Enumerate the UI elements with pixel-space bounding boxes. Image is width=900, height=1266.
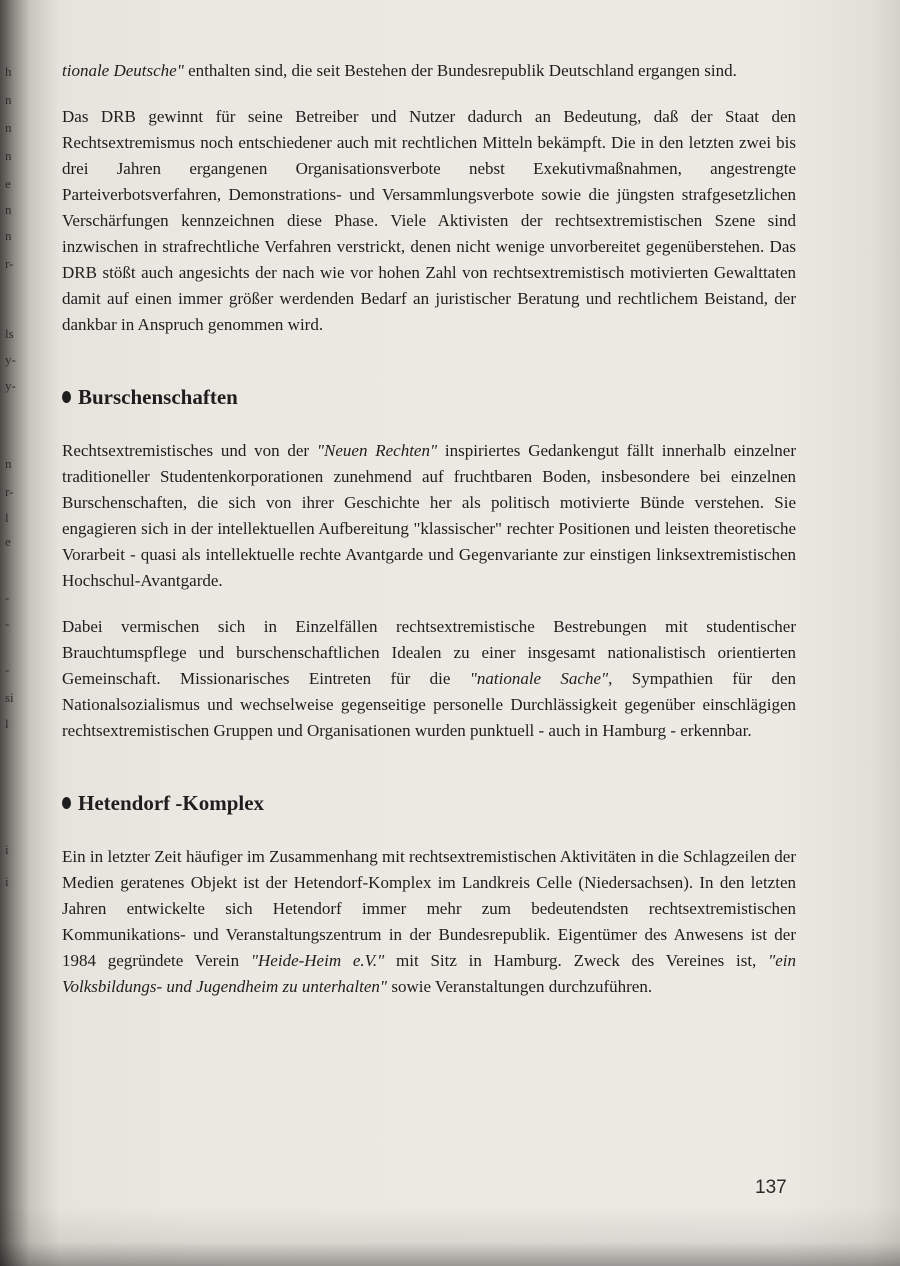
italic-phrase: tionale Deutsche" (62, 61, 184, 80)
paragraph-text: inspiriertes Gedankengut fällt innerhalb einzelner traditioneller Studentenkorporationen zunehmend auf fruchtbaren Boden, insbesondere bei einzelnen Burschenschaften, die sich von ihrer Geschichte her als politisch motivierte Bünde verstehen. Sie engagieren sich in der intellektuellen Aufbereitung "klassischer" rechter Positionen und leisten theoretische Vorarbeit - quasi als intellektuelle rechte Avantgarde und Gegenvariante zur einstigen linksextremistischen Hochschul-Avantgarde. (62, 441, 797, 590)
paragraph-text: enthalten sind, die seit Bestehen der Bundesrepublik Deutschland ergangen sind. (183, 61, 737, 80)
paragraph-hetendorf-1 (62, 844, 796, 1000)
paragraph-text: Dabei vermischen sich in Einzelfällen rechtsextremistische Bestrebungen mit studentischer Brauchtumspflege und burschenschaftlichen Idealen zu einer insgesamt nationalistisch orientierten Gemeinschaft. Missionarisches Eintreten für die (62, 617, 796, 688)
page-bottom-shadow (0, 1206, 900, 1266)
paragraph-text: Rechtsextremistisches und von der (62, 441, 317, 460)
heading-text: Burschenschaften (78, 385, 238, 409)
italic-phrase: "Heide-Heim e.V." (250, 951, 385, 970)
bullet-icon (62, 797, 71, 809)
italic-phrase: "Neuen Rechten" (316, 441, 438, 460)
paragraph-drb: Das DRB gewinnt für seine Betreiber und Nutzer dadurch an Bedeutung, daß der Staat den Rechtsextremismus noch entschiedener auch mit rechtlichen Mitteln bekämpft. Die in den letzten zwei bis drei Jahren ergangenen Organisationsverbote nebst Exekutivmaßnahmen, angestrengte Parteiverbotsverfahren, Demonstrations- und Versammlungsverbote sowie die jüngsten strafgesetzlichen Verschärfungen kennzeichnen diese Phase. Viele Aktivisten der rechtsextremistischen Szene sind inzwischen in strafrechtliche Verfahren verstrickt, denen nicht wenige unvorbereitet gegenüberstehen. Das DRB stößt auch angesichts der nach wie vor hohen Zahl von rechtsextremistisch motivierten Gewalttaten damit auf einen immer größer werdenden Bedarf an juristischer Beratung und rechtlichem Beistand, der dankbar in Anspruch genommen wird. (62, 107, 796, 334)
heading-text: Hetendorf -Komplex (78, 791, 265, 815)
bullet-icon (62, 391, 71, 403)
italic-phrase: "ein Volksbildungs- und Jugendheim zu unterhalten" (62, 951, 796, 996)
section-heading-hetendorf (62, 790, 796, 816)
paragraph-burschenschaften-1 (62, 438, 796, 594)
paragraph-text: mit Sitz in Hamburg. Zweck des Vereines ist, (384, 951, 769, 970)
paragraph-burschenschaften-2 (62, 614, 796, 744)
paragraph-text: sowie Veranstaltungen durchzuführen. (387, 977, 653, 996)
paragraph-text: , Sympathien für den Nationalsozialismus und wechselweise gegenseitige personelle Durchlässigkeit gegenüber einschlägigen rechtsextremistischen Gruppen und Organisationen wurden punktuell - auch in Hamburg - erkennbar. (62, 669, 796, 740)
paragraph-intro (62, 58, 796, 84)
paragraph-text: Ein in letzter Zeit häufiger im Zusammenhang mit rechtsextremistischen Aktivitäten in die Schlagzeilen der Medien geratenes Objekt ist der Hetendorf-Komplex im Landkreis Celle (Niedersachsen). In den letzten Jahren entwickelte sich Hetendorf immer mehr zum bedeutendsten rechtsextremistischen Kommunikations- und Veranstaltungszentrum in der Bundesrepublik. Eigentümer des Anwesens ist der 1984 gegründete Verein (62, 847, 796, 970)
section-heading-burschenschaften (62, 384, 796, 410)
page-number: 137 (755, 1177, 787, 1198)
facing-page-edge: h n n n e n n r- ls y- y- n r- l e - - - si l i i (5, 64, 16, 889)
italic-phrase: "nationale Sache" (469, 669, 609, 688)
page-body (62, 58, 796, 1000)
